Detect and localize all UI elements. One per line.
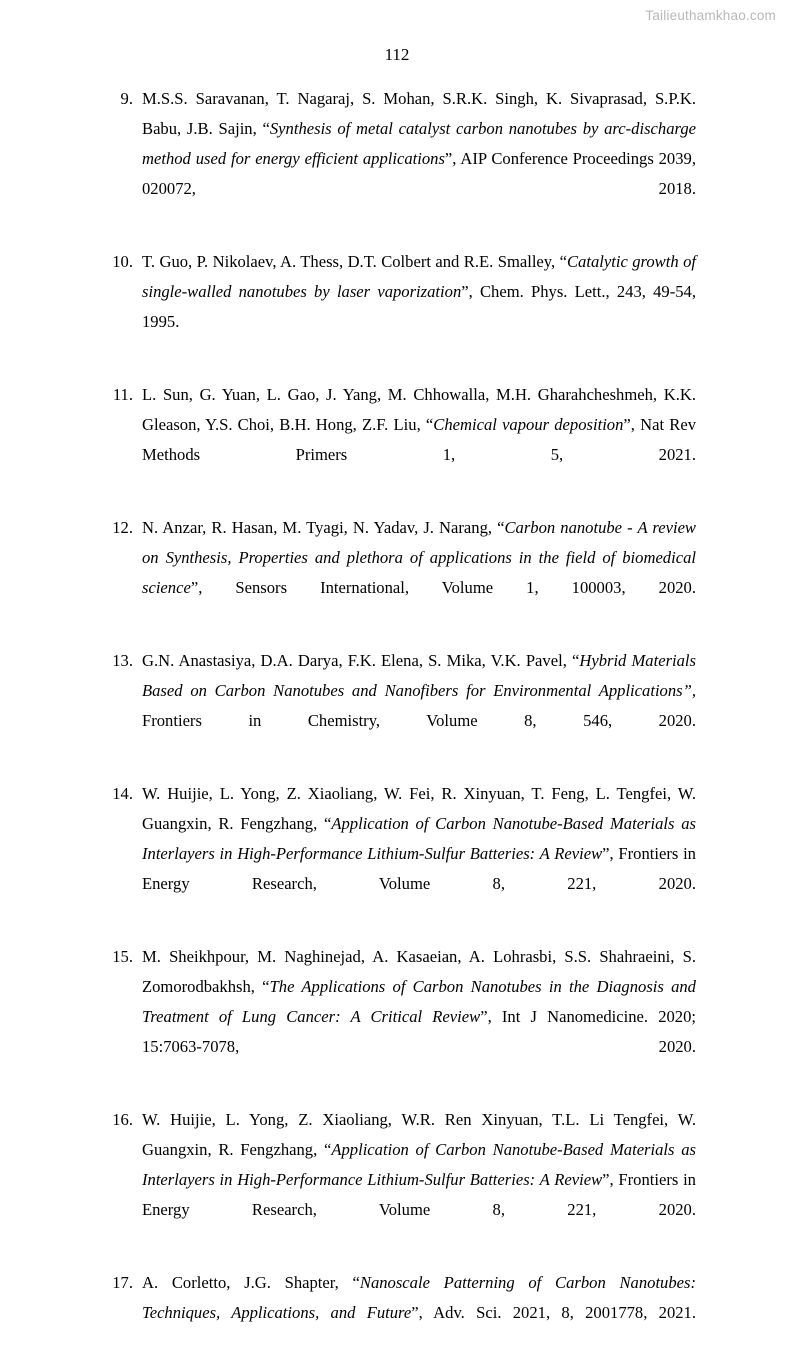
reference-title: The Applications of Carbon Nanotubes in the Diagnosis and Treatment of Lung Cancer: A Critical Review — [142, 977, 696, 1026]
reference-open-quote: “ — [352, 1273, 360, 1292]
reference-open-quote: “ — [571, 651, 580, 670]
reference-title: Hybrid Materials Based on Carbon Nanotubes and Nanofibers for Environmental Applications — [142, 651, 697, 700]
reference-title: Application of Carbon Nanotube-Based Materials as Interlayers in High-Performance Lithium-Sulfur Batteries: A Review — [142, 814, 696, 863]
reference-close-quote: ” — [444, 149, 453, 168]
reference-open-quote: “ — [323, 814, 332, 833]
reference-number: 15. — [112, 947, 133, 966]
reference-open-quote: “ — [497, 518, 505, 537]
reference-title: Application of Carbon Nanotube-Based Materials as Interlayers in High-Performance Lithium-Sulfur Batteries: A Review — [142, 1140, 696, 1189]
reference-authors: A. Corletto, J.G. Shapter, — [142, 1273, 353, 1292]
reference-text — [142, 84, 696, 234]
reference-item — [99, 646, 696, 766]
reference-source: , Sensors International, Volume 1, 100003, 2020. — [198, 578, 696, 597]
reference-number: 11. — [112, 385, 133, 404]
reference-number: 12. — [112, 518, 133, 537]
reference-number: 10. — [112, 252, 133, 271]
reference-list — [99, 84, 696, 1371]
reference-number: 17. — [112, 1273, 133, 1292]
reference-title: Nanoscale Patterning of Carbon Nanotubes: Techniques, Applications, and Future — [142, 1273, 696, 1322]
reference-item — [99, 84, 696, 234]
reference-close-quote: ” — [623, 415, 631, 434]
reference-authors: N. Anzar, R. Hasan, M. Tyagi, N. Yadav, J. Narang, — [142, 518, 498, 537]
reference-item — [99, 779, 696, 929]
reference-text — [142, 1105, 696, 1255]
reference-title: Catalytic growth of single-walled nanotubes by laser vaporization — [142, 252, 696, 301]
reference-item — [99, 247, 696, 367]
reference-title: Carbon nanotube - A review on Synthesis, Properties and plethora of applications in the field of biomedical science — [142, 518, 696, 597]
reference-open-quote: “ — [559, 252, 567, 271]
reference-item — [99, 513, 696, 633]
reference-open-quote: “ — [323, 1140, 332, 1159]
reference-authors: T. Guo, P. Nikolaev, A. Thess, D.T. Colbert and R.E. Smalley, — [142, 252, 560, 271]
reference-authors: G.N. Anastasiya, D.A. Darya, F.K. Elena, S. Mika, V.K. Pavel, — [142, 651, 572, 670]
reference-authors: M. Sheikhpour, M. Naghinejad, A. Kasaeian, A. Lohrasbi, S.S. Shahraeini, S. Zomorodbakhsh, — [142, 947, 696, 996]
reference-source: , AIP Conference Proceedings 2039, 020072, 2018. — [142, 149, 696, 198]
reference-text — [142, 247, 696, 367]
reference-text — [142, 779, 696, 929]
reference-source: , Adv. Sci. 2021, 8, 2001778, 2021. — [418, 1303, 696, 1322]
reference-open-quote: “ — [425, 415, 434, 434]
reference-source: , Nat Rev Methods Primers 1, 5, 2021. — [142, 415, 696, 464]
reference-item — [99, 1268, 696, 1358]
reference-number: 16. — [112, 1110, 133, 1129]
page-number: 112 — [384, 45, 410, 64]
reference-number: 9. — [120, 89, 133, 108]
reference-item — [99, 942, 696, 1092]
reference-number: 13. — [112, 651, 133, 670]
reference-text — [142, 646, 696, 766]
reference-authors: L. Sun, G. Yuan, L. Gao, J. Yang, M. Chhowalla, M.H. Gharahcheshmeh, K.K. Gleason, Y.S. Choi, B.H. Hong, Z.F. Liu, — [142, 385, 696, 434]
reference-authors: W. Huijie, L. Yong, Z. Xiaoliang, W. Fei, R. Xinyuan, T. Feng, L. Tengfei, W. Guangxin, R. Fengzhang, — [142, 784, 696, 833]
reference-close-quote: ” — [602, 1170, 610, 1189]
reference-open-quote: “ — [262, 119, 270, 138]
reference-open-quote: “ — [262, 977, 270, 996]
reference-close-quote: ” — [461, 282, 469, 301]
reference-text — [142, 942, 696, 1092]
reference-close-quote: ” — [480, 1007, 488, 1026]
reference-source: Frontiers in Chemistry, Volume 8, 546, 2020. — [142, 711, 696, 730]
reference-close-quote: ” — [411, 1303, 419, 1322]
reference-close-quote: ” — [190, 578, 199, 597]
reference-source: , Frontiers in Energy Research, Volume 8, 221, 2020. — [142, 844, 696, 893]
reference-number: 14. — [112, 784, 133, 803]
reference-text — [142, 380, 696, 500]
reference-title: Chemical vapour deposition — [433, 415, 624, 434]
reference-source: , Frontiers in Energy Research, Volume 8, 221, 2020. — [142, 1170, 696, 1219]
watermark-text: Tailieuthamkhao.com — [645, 8, 776, 23]
reference-close-quote: ”, — [682, 681, 696, 700]
reference-authors: W. Huijie, L. Yong, Z. Xiaoliang, W.R. Ren Xinyuan, T.L. Li Tengfei, W. Guangxin, R. Fengzhang, — [142, 1110, 696, 1159]
reference-authors: M.S.S. Saravanan, T. Nagaraj, S. Mohan, S.R.K. Singh, K. Sivaprasad, S.P.K. Babu, J.B. Sajin, — [142, 89, 696, 138]
reference-title: Synthesis of metal catalyst carbon nanotubes by arc-discharge method used for energy efficient applications — [142, 119, 696, 168]
reference-text — [142, 513, 696, 633]
reference-source: , Chem. Phys. Lett., 243, 49-54, 1995. — [142, 282, 696, 331]
reference-item — [99, 380, 696, 500]
reference-item — [99, 1105, 696, 1255]
reference-source: , Int J Nanomedicine. 2020; 15:7063-7078, 2020. — [142, 1007, 696, 1056]
reference-close-quote: ” — [602, 844, 610, 863]
reference-text — [142, 1268, 696, 1358]
